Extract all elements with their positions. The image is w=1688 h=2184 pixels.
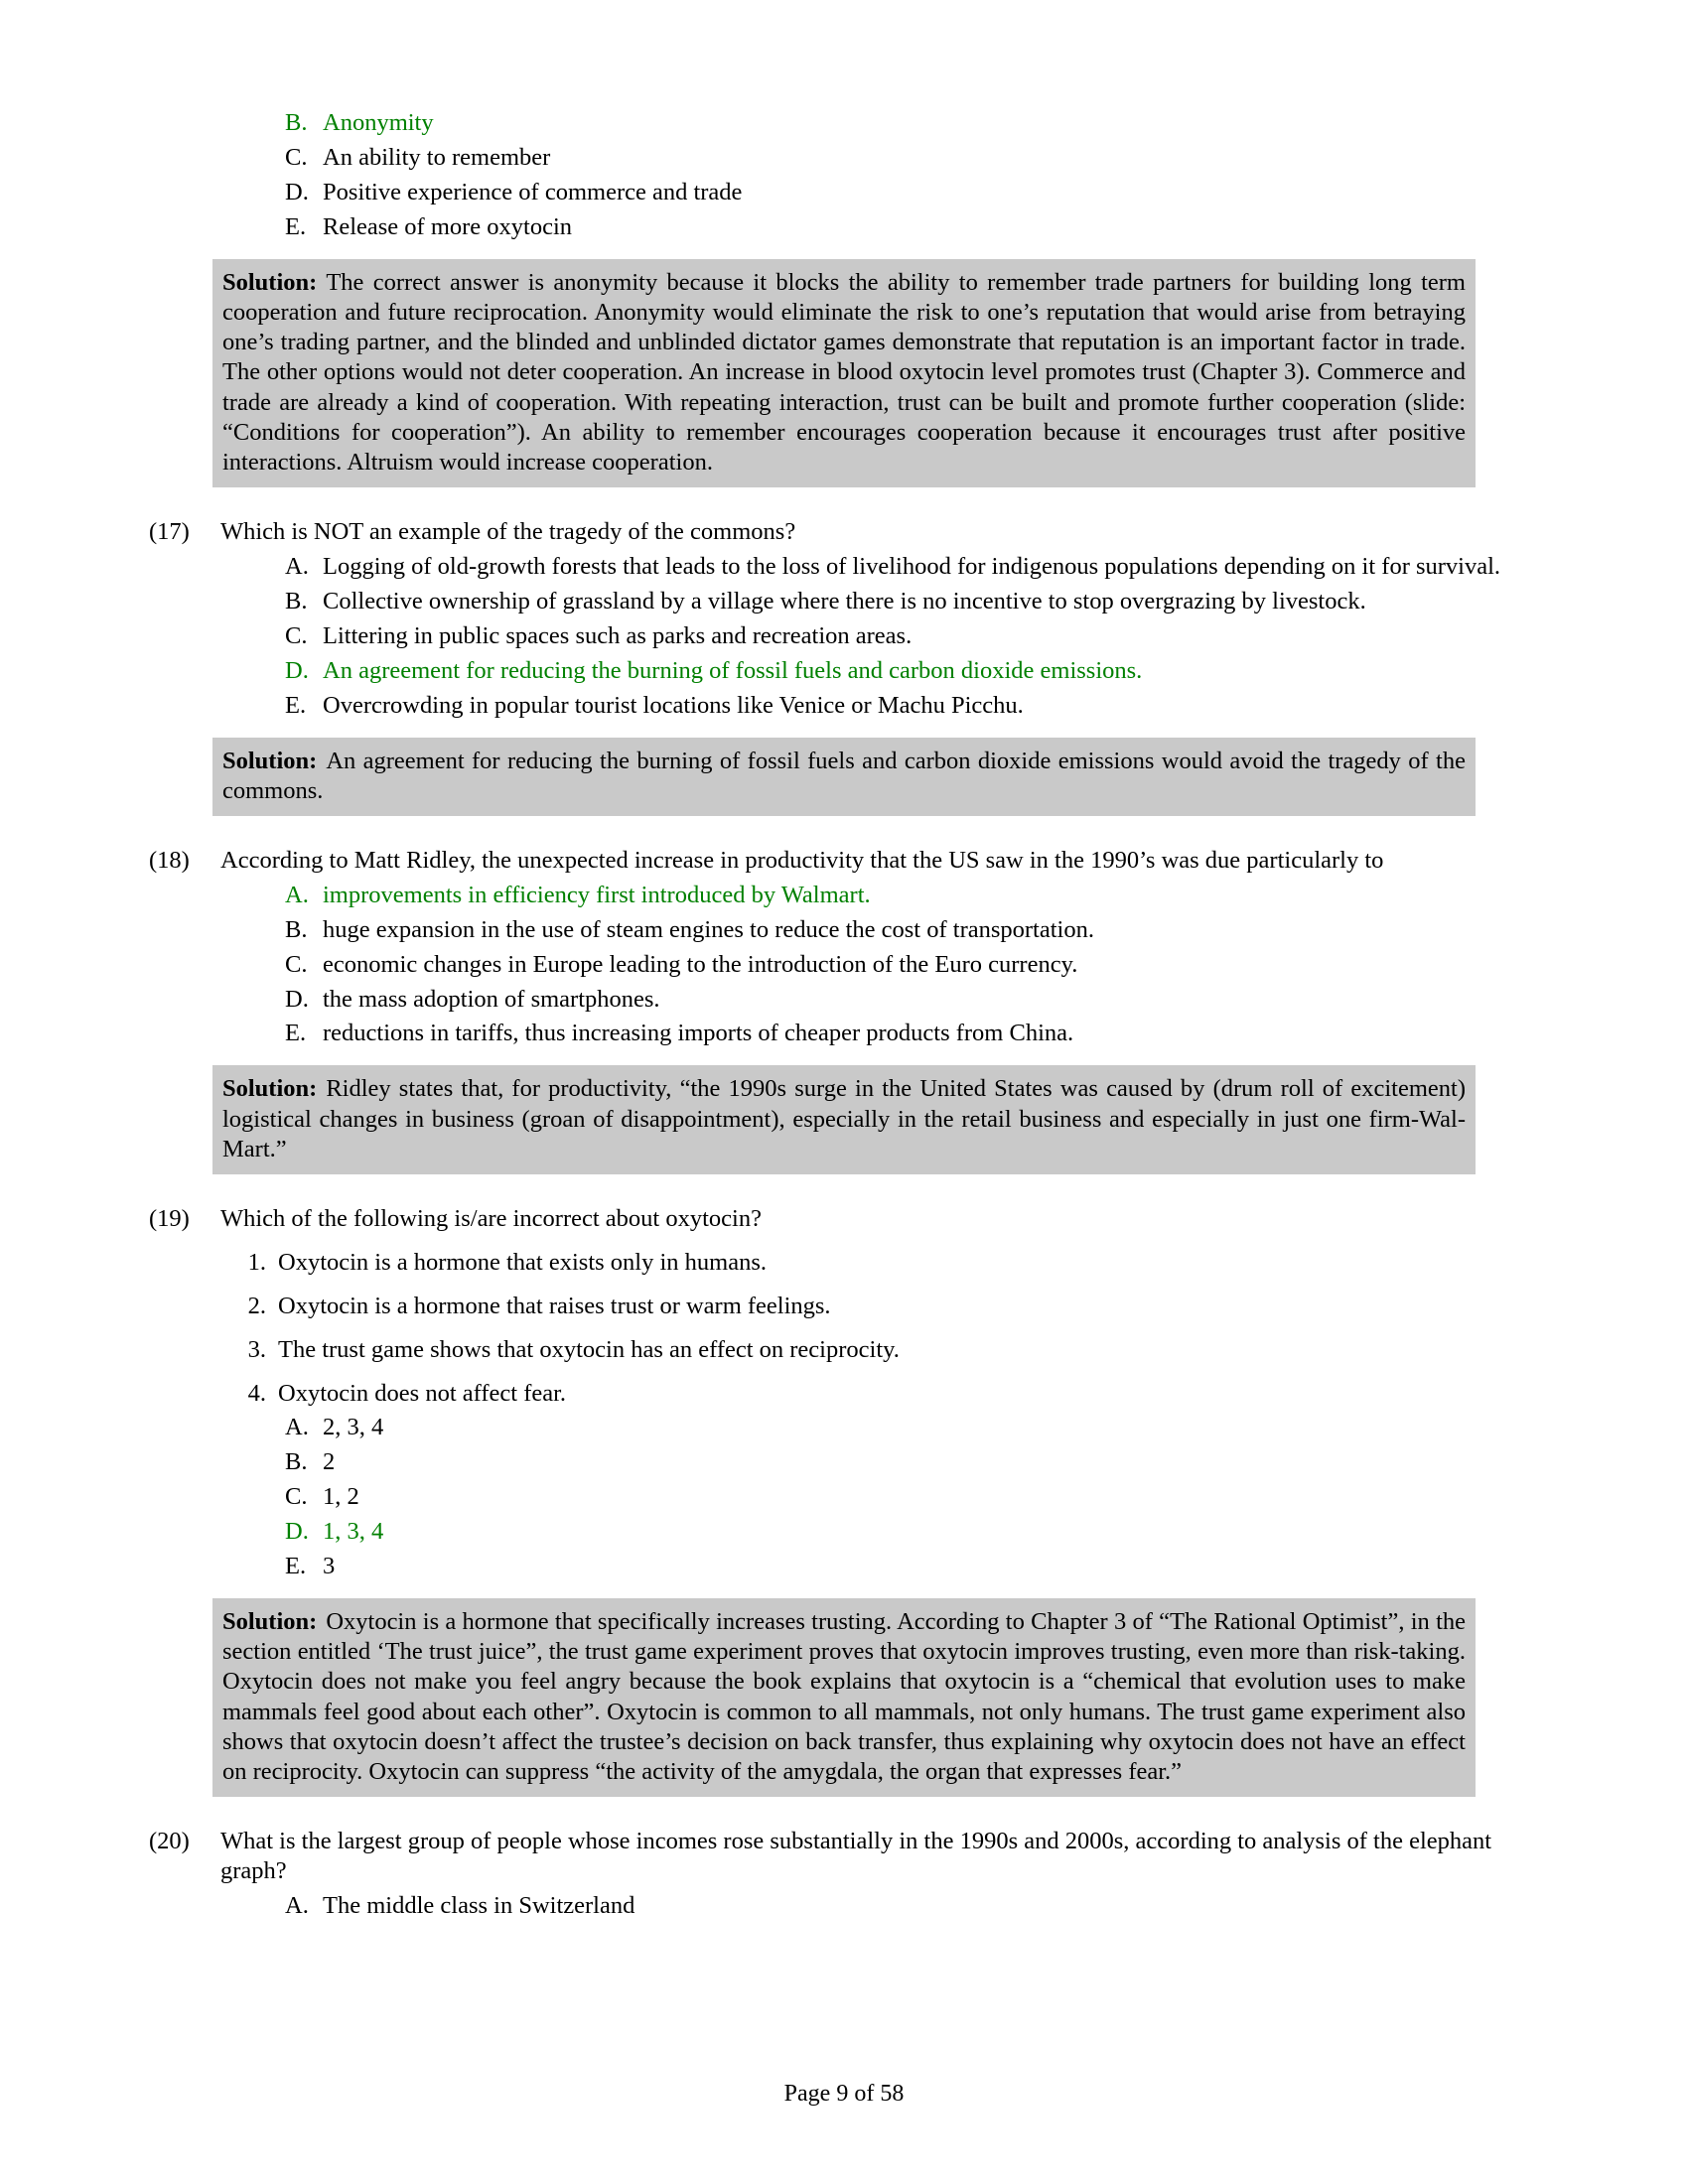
option-letter: D. [285,1518,309,1545]
option-text: 1, 3, 4 [323,1518,384,1545]
option-18-c[interactable] [149,950,1539,980]
question-heading-19 [149,1204,1539,1234]
question-heading-20 [149,1827,1539,1886]
option-19-a[interactable] [149,1413,1539,1442]
option-16-e[interactable] [149,212,1539,242]
statement-text: Oxytocin does not affect fear. [278,1379,567,1407]
option-text: 2 [323,1448,336,1476]
option-letter: E. [285,1020,307,1047]
option-20-a[interactable] [149,1891,1539,1921]
statement-text: Oxytocin is a hormone that raises trust or warm feelings. [278,1292,831,1319]
statement-19-3 [149,1335,1539,1365]
option-letter: A. [285,1414,309,1441]
option-letter: D. [285,178,309,205]
option-letter: A. [285,1892,309,1919]
solution-text: Ridley states that, for productivity, “the 1990s surge in the United States was caused by (drum roll of excitement) logistical changes in business (groan of disappointment), especially in the retail business and especially in just one firm-Wal-Mart.” [222,1075,1466,1162]
option-list-20 [149,1891,1539,1921]
option-16-b[interactable] [149,108,1539,138]
option-letter: C. [285,1483,308,1511]
question-prompt: Which is NOT an example of the tragedy of the commons? [220,518,796,546]
option-letter: B. [285,915,308,943]
statement-19-1 [149,1248,1539,1278]
solution-label: Solution: [222,1607,318,1635]
option-text: 1, 2 [323,1483,359,1511]
option-text: Anonymity [323,109,434,136]
option-list-16 [149,108,1539,242]
statement-number: 4. [247,1379,266,1407]
solution-text: Oxytocin is a hormone that specifically increases trusting. According to Chapter 3 of “The Rational Optimist”, in the section entitled ‘The trust juice”, the trust game experiment proves that oxytocin improves trusting, even more than risk-taking. Oxytocin does not make you feel angry because the book explains that oxytocin is a “chemical that evolution uses to make mammals feel good about each other”. Oxytocin is common to all mammals, not only humans. The trust game experiment also shows that oxytocin doesn’t affect the trustee’s decision on back transfer, thus explaining why oxytocin does not have an effect on reciprocity. Oxytocin can suppress “the activity of the amygdala, the organ that expresses fear.” [222,1607,1466,1785]
option-17-c[interactable] [149,621,1539,651]
statement-text: Oxytocin is a hormone that exists only in humans. [278,1248,767,1276]
question-block-19 [149,1204,1539,1797]
block-spacer [149,487,1539,517]
question-block-16 [149,108,1539,487]
solution-box-18 [212,1065,1476,1174]
option-18-a[interactable] [149,881,1539,910]
statement-19-4 [149,1379,1539,1409]
option-letter: B. [285,109,308,136]
option-text: 3 [323,1552,336,1579]
block-spacer [149,1797,1539,1827]
option-text: Positive experience of commerce and trade [323,178,743,205]
option-text: the mass adoption of smartphones. [323,985,660,1013]
statement-text: The trust game shows that oxytocin has an effect on reciprocity. [278,1335,900,1363]
solution-label: Solution: [222,747,318,774]
option-text: Overcrowding in popular tourist locations like Venice or Machu Picchu. [323,691,1024,719]
option-letter: B. [285,588,308,614]
option-letter: E. [285,212,307,240]
option-letter: C. [285,950,308,978]
question-number: (17) [149,518,190,546]
block-spacer [149,1174,1539,1204]
question-block-17 [149,517,1539,816]
option-text: An agreement for reducing the burning of fossil fuels and carbon dioxide emissions. [323,656,1143,684]
question-number: (18) [149,847,190,874]
question-block-20 [149,1827,1539,1921]
option-19-c[interactable] [149,1482,1539,1512]
statement-number: 1. [247,1248,266,1276]
question-heading-18 [149,846,1539,876]
page-footer [0,2081,1688,2108]
option-letter: D. [285,656,309,684]
option-text: An ability to remember [323,143,551,171]
page-content [149,95,1539,1921]
option-text: reductions in tariffs, thus increasing imports of cheaper products from China. [323,1020,1074,1047]
option-letter: C. [285,143,308,171]
option-17-a[interactable] [149,552,1539,582]
option-text: Release of more oxytocin [323,212,573,240]
solution-box-17 [212,738,1476,817]
option-list-19 [149,1413,1539,1580]
question-prompt: According to Matt Ridley, the unexpected increase in productivity that the US saw in the 1990’s was due particularly to [220,847,1384,874]
option-text: Logging of old-growth forests that leads to the loss of livelihood for indigenous populations depending on it for survival. [323,553,1501,581]
statement-19-2 [149,1292,1539,1321]
option-text: Littering in public spaces such as parks and recreation areas. [323,621,913,649]
option-18-d[interactable] [149,985,1539,1015]
solution-label: Solution: [222,1075,318,1103]
statement-number: 2. [247,1292,266,1319]
question-block-18 [149,846,1539,1174]
solution-text: An agreement for reducing the burning of fossil fuels and carbon dioxide emissions would avoid the tragedy of the commons. [222,747,1466,804]
option-18-b[interactable] [149,915,1539,945]
question-heading-17 [149,517,1539,547]
option-list-17 [149,552,1539,720]
option-19-b[interactable] [149,1447,1539,1477]
solution-box-19 [212,1598,1476,1798]
option-letter: B. [285,1448,308,1476]
option-text: improvements in efficiency first introduced by Walmart. [323,881,871,908]
option-letter: A. [285,881,309,908]
option-text: Collective ownership of grassland by a village where there is no incentive to stop overgrazing by livestock. [323,588,1366,614]
question-prompt: Which of the following is/are incorrect about oxytocin? [220,1205,762,1232]
option-17-d[interactable] [149,656,1539,686]
option-letter: E. [285,1552,307,1579]
solution-text: The correct answer is anonymity because it blocks the ability to remember trade partners for building long term cooperation and future reciprocation. Anonymity would eliminate the risk to one’s reputation that would arise from betraying one’s trading partner, and the blinded and unblinded dictator games demonstrate that reputation is an important factor in trade. The other options would not deter cooperation. An increase in blood oxytocin level promotes trust (Chapter 3). Commerce and trade are already a kind of cooperation. With repeating interaction, trust can be built and promote further cooperation (slide: “Conditions for cooperation”). An ability to remember encourages cooperation because it encourages trust after positive interactions. Altruism would increase cooperation. [222,268,1466,476]
block-spacer [149,816,1539,846]
option-letter: E. [285,691,307,719]
option-letter: C. [285,621,308,649]
option-19-d[interactable] [149,1517,1539,1547]
option-text: 2, 3, 4 [323,1414,384,1441]
solution-label: Solution: [222,268,318,296]
statement-number: 3. [247,1335,266,1363]
option-text: economic changes in Europe leading to the introduction of the Euro currency. [323,950,1078,978]
question-number: (20) [149,1828,190,1855]
option-text: The middle class in Switzerland [323,1892,635,1919]
option-16-d[interactable] [149,178,1539,207]
statement-list-19 [149,1248,1539,1409]
page-number-text: Page 9 of 58 [783,2081,905,2107]
option-16-c[interactable] [149,143,1539,173]
option-text: huge expansion in the use of steam engines to reduce the cost of transportation. [323,915,1094,943]
option-19-e[interactable] [149,1552,1539,1581]
option-17-e[interactable] [149,691,1539,721]
option-list-18 [149,881,1539,1048]
option-18-e[interactable] [149,1019,1539,1048]
question-prompt: What is the largest group of people whose incomes rose substantially in the 1990s and 2000s, according to analysis of the elephant graph? [220,1828,1492,1885]
question-number: (19) [149,1205,190,1232]
option-letter: A. [285,553,309,581]
option-letter: D. [285,985,309,1013]
solution-box-16 [212,259,1476,488]
option-17-b[interactable] [149,587,1539,616]
